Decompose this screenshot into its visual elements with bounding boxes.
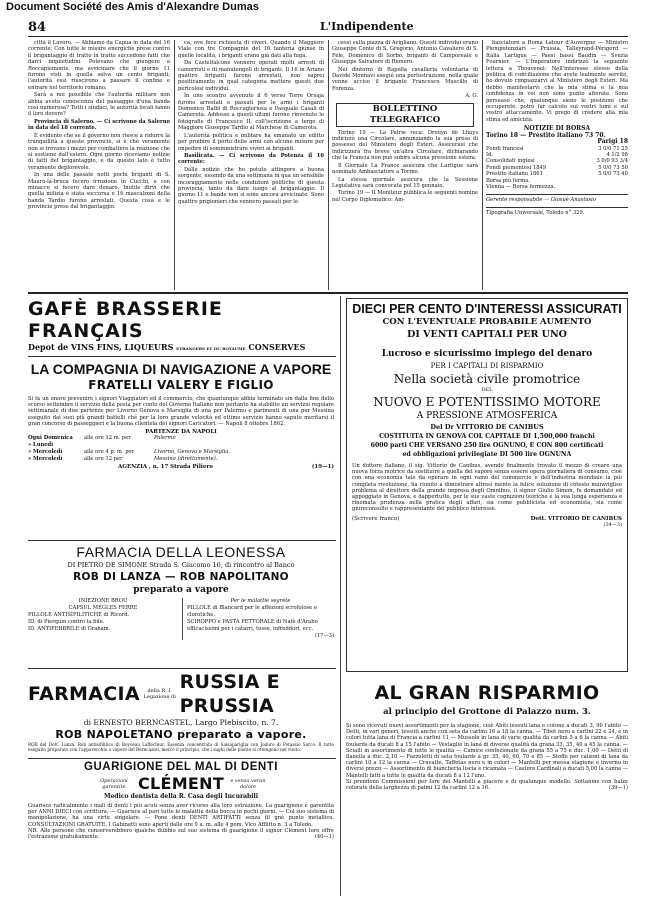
ad-title: AL GRAN RISPARMIO: [374, 682, 600, 704]
ad-code: (34—3): [603, 521, 622, 528]
ad-title: FARMACIA: [28, 683, 140, 705]
ad-title: DIECI PER CENTO D'INTERESSI ASSICURATI: [352, 302, 622, 316]
document-title: Document Société des Amis d'Alexandre Dumas: [6, 1, 259, 13]
ad-title: GAFÈ BRASSERIE FRANÇAIS: [28, 298, 223, 342]
ad-line: PER I CAPITALI DI RISPARMIO: [430, 362, 544, 370]
ad-subheadline: preparato a vapore: [133, 585, 229, 595]
ads-column-divider: [340, 296, 341, 896]
article-paragraph: città il Lavoro. — Abbiamo da Capua in data del 16 corrente: Con tutte le misure energiche prese contro il brigantaggio di tratto in tratto succedono fatti che darci inquietudini. Potevano che giungere a Roccapiemonte, ma avvicinare che il giorno 11 furono visti in quella selva un cento briganti; l'autorità essi riuscirono a passare il confine e entrare nel territorio romano.: [28, 40, 170, 91]
ad-body: Si sono ricevuti nuovi assortimenti per la stagione, cioè Abiti tessuti lana e cotone a ducati 3, 90 l'abito — Detti, in vari generi, tessuti anche con seta da carlini 16 a 18 la canna. — Tibet nero a carlini 22 e 24, e in colori tutta lana di Francia a carlini 11 — Mussole in lana di varie qualità da carlini 5 a 6 la canna — Abiti foulards da ducati 8 a 15 l'abito — Vestaglie in lana di diverse qualità da grana 33, 35, 40 a 45 la canna. — Scialli in assortimento di tutte le qualità — Camice confezionate da grana 55 a 75 e duc. 1,00 — Detti di flanella a duc. 2,10 — Fazzoletti di seta foulards a gr. 35, 40, 60, 70 e 85 — Stoffe per calzoni di lana da carlini 10 a 12 la canna — Cravatte, Taffetas nero e in colori — Mantelli per messa stagione e inverno in diversi prezzi — Assortimento di biancheria liscia e ricamata — Castore Cardinali a ducati 5,00 la canna — Mantelli fatti a tutte le qualità da ducati 8 a 12 l'uno.: [346, 723, 628, 779]
ad-farmacia-leonessa: [28, 544, 334, 666]
article-paragraph: In una delle passate notti pochi briganti di S. Mauro-la-bruca fecero irruzione in Cucchi, e con minacce si fecero dare denaro. Inutile dirvi che quella milizia è stata soccorsa e 16 mascalzoni della banda Tardio furono arrestati. Questa cosa e le provincie prese dal brigantaggio.: [28, 172, 170, 211]
article-paragraph: L'autorità politica e militare ha emanato un editto per proibire il porto delle armi con alcune misure per impedire di somministrare viveri ai briganti.: [178, 132, 324, 152]
ad-title-small: della R. I. Legazione di: [143, 688, 176, 700]
column-1: [28, 40, 170, 288]
bourse-row: Id. 4 1/2 98: [486, 151, 628, 158]
bourse-subline: Torino 18 — Prestito italiano 73 70.: [486, 131, 606, 139]
departure-row: Ogni Domenica alle ore 12 m. per Palermo: [28, 435, 176, 442]
bourse-row: Vienna — Borsa fermezza.: [486, 183, 556, 190]
ad-partenze-heading: PARTENZE DA NAPOLI: [145, 429, 217, 436]
gerente-line: Gerente responsabile — Giosuè Anastasio: [486, 194, 628, 203]
ad-headline: ROB DI LANZA — ROB NAPOLITANO: [73, 571, 289, 583]
column-divider: [482, 40, 483, 290]
ad-line: Nella società civile promotrice: [393, 372, 581, 386]
ad-subtitle: FRATELLI VALERY E FIGLIO: [88, 378, 274, 392]
ad-subtitle: CON L'EVENTUALE PROBABILE AUMENTO: [382, 317, 592, 327]
ad-navigazione: [28, 360, 334, 536]
article-paragraph: Nei dintorni di Rapolla cavalleria volontaria di Davide Monnavi eseguì una perlustrazione, nella quale venne ucciso il brigante Francesco Muscillo di Forenza.: [332, 66, 478, 92]
bourse-heading: NOTIZIE DI BORSA: [523, 125, 591, 133]
ad-title: LA COMPAGNIA DI NAVIGAZIONE A VAPORE: [30, 361, 332, 377]
column-4: [486, 40, 628, 290]
ad-subtitle: DI VENTI CAPITALI PER UNO: [407, 329, 567, 340]
ad-note: e senza verun dolore: [230, 777, 266, 790]
article-paragraph: Sarà a noi possibile che l'autorità militare non abbia avuto conoscenza del passaggio d'una banda così numerosa? Tutti i sindaci, le autorità locali fanno il loro dovere?: [28, 92, 170, 118]
departure-row: » Mercoledì alle ore 12 per Messina (direttamente).: [28, 456, 218, 463]
ad-line: A PRESSIONE ATMOSFERICA: [416, 411, 558, 421]
telegraph-heading: BOLLETTINO TELEGRAFICO: [336, 103, 474, 127]
newspaper-title: L'Indipendente: [320, 20, 414, 33]
ad-denti: [28, 760, 334, 894]
ad-risparmio: [346, 680, 628, 894]
bourse-paris-label: Parigi 18: [597, 138, 628, 146]
bourse-row: Consolidati inglesi 3 0/0 93 3/4: [486, 158, 628, 165]
column-divider: [174, 40, 175, 290]
telegraph-item: Torino 19 — Il Moniteur pubblica le seguenti nomine nel Corpo Diplomatico: Am-: [332, 190, 478, 203]
ad-divider: [28, 758, 336, 759]
ad-farmacia-russia: [28, 670, 334, 756]
article-paragraph: ca, ove fece richiesta di viveri. Quando il Maggiore Viale con tre Compagnie del 16 fanteria giunse in quelle località, i briganti erano già dati alla fuga.: [178, 40, 324, 59]
ad-product-list: INIEZIONE BROU CAPSUL MEGLES FERRE PILLOLE ANTISIFILITICHE di Ricord. ID. di Pierquin contro la bile. ID. ANTIFEBBRILE di Graham.: [28, 598, 183, 640]
article-heading: Provincia di Salerno. — Ci scrivono da Salerno in data del 18 corrente.: [28, 118, 170, 132]
section-divider: [28, 292, 628, 294]
tipografia-line: Tipografia Universale, Toledo n° 329.: [486, 207, 628, 216]
telegraph-item: Torino 19 — La Patrie reca: Drouyn de Lhuys indirizzò una Circolare, annunziando la sua presa di possesso del Ministero degli Esteri. Assicurasi che indirizzerà fra breve un'altra Circolare, dichiarando che la Francia non può subire alcuna pressione estera.: [332, 129, 478, 162]
bourse-row: Prestito italiano 1861 5 0/0 73 40: [486, 171, 628, 178]
ad-divider: [28, 356, 336, 357]
ad-title: GUARIGIONE DEL MAL DI DENTI: [84, 761, 278, 773]
ad-divider: [28, 668, 336, 669]
ad-title: RUSSIA E PRUSSIA: [179, 671, 280, 717]
article-paragraph: In uno scontro avvenuto il 6 verso Torre Orsaja furono arrestati e passati per le armi i briganti Domenico Balbi di Roccagloriosa e Pasquale Casali di Camerota. Addosso a questi ultimi furono rinvenute le fotografie di Francesco II, coll'iscrizione a tergo di Maggiore Giuseppe Tardio al Marchese di Camerota.: [178, 93, 324, 132]
ad-cafe-brasserie: [28, 298, 334, 354]
telegraph-item: La stessa giornale assicura che la Sessione Legislativa sarà convocata pel 15 gennaio.: [332, 176, 478, 189]
bourse-row: Borsa più ferma.: [486, 177, 530, 184]
ad-body: Si fa un onore prevenire i signori Viaggiatori ed il commercio, che quantunque abbia terminato sin dalla fine dello scorso settembre il servizio della posta per conto del Governo Italiano non pertanto ha stabilito un servizio regolare settimanale di due partenze per Livorno Genova e Marsiglia di una per Palermo e parimenti di una per Messina eseguito dai suoi più grandi battelli ché per la loro grande velocità ed ottimo servizio hanno saputo meritarsi il gran concorso di passeggieri e la buona clientela dei signori Caricatori. — Napoli 8 ottobre 1862.: [28, 396, 334, 427]
bourse-row: Fondi francesi 3 0/0 71 25: [486, 145, 628, 152]
ad-note: Operazioni garentite: [100, 777, 128, 790]
bourse-row: Fondi piemontesi 1849 5 0/0 73 50: [486, 164, 628, 171]
article-paragraph: Da Castelfalcone vennero operati molti arresti di camorristi e di manutengoli di briganti. Il 16 in Ariano quattro briganti furono arrestati, non saprei positivamente in qual categoria mettere questi due pericolosi individui.: [178, 60, 324, 92]
ad-interessi: [346, 298, 628, 672]
ad-subtitle: Medico dentista della R. Casa degli Incurabili: [103, 793, 259, 800]
dentist-name: CLÉMENT: [137, 774, 225, 793]
departure-row: » Lunedì: [28, 442, 54, 449]
ad-line: ed obbligazioni privilegiate DI 500 lire OGNUNA: [402, 451, 572, 458]
page-number: 84: [28, 20, 47, 35]
ad-line: 6000 parti CHE VERSANO 250 lire OGNUNO, E CON 800 certificati: [370, 442, 604, 449]
column-divider: [328, 40, 329, 290]
ad-body: Un dottore italiano, il sig. Vittorio de Canibus, avendo finalmente trovato il mezzo di creare una nuova forza motrice da sostituire a quella del vapore senza essere opera giornaliera di consumo, cioè con una economia tale da operare in ogni ramo del commercio e dell'industria mondiale la più completa rivoluzione, ha riunito a dimostrare altresì mente la felice soluzione di cotesto maravigliso problema al direttore della grande impresa degli Omnibus, il signor Giulio Simon, fu domandato ed appoggiato in Genova, e dappertutto, per le sue vaste cognizioni teoriche e la sua lunga esperienza e rinomata prudenza nella pratica degli affari, sia come pubblicista ed economista, sia come giureconsulto e rappresentante del pubblico interesse.: [352, 463, 622, 513]
ad-subtitle: al principio del Grottone di Palazzo num. 3.: [383, 707, 591, 717]
ad-body: ROB del Dott. Lanza, Rob antisifilitico di Boyveau Laffecteur, Essenza concentrata di Salsapariglia con Joduro di Potassio Sarco. Il tutto eseguito preparato con l'apparecchio a vapore del Berncastel, merce il principio, che i sughi delle piante si ottengono nel vuoto.: [28, 742, 334, 753]
column-3: [332, 40, 478, 288]
ad-line: NUOVO E POTENTISSIMO MOTORE: [373, 395, 601, 409]
ad-line: DEL: [481, 387, 493, 393]
column-2: [178, 40, 324, 288]
ad-line: Depot de VINS FINS, LIQUEURS ETRANGERS ET DU ROYAUME CONSERVES: [28, 342, 306, 352]
article-paragraph: basciatore a Roma Latour d'Auvergne — Ministro Plenipotenziari — Prussia, Talleyrand-Périgord — Italia Lartigue — Paesi bassi Baudin — Svezia Fournier. — L'Imperatore indirizzò la seguente lettera a Thouvenel: Nell'interesse stesso della politica di conciliazione che avete lealmente servito, ho dovuto rimpiazzarvi al Ministero degli Esteri. Ma debbo manifestarvi che la mia stima e la mia confidenza in voi non sono punto alterate. Sono persuaso che, qualunque sieno le posizioni che occuperete, potrò far calcolo sui vostri lumi e sul vostro attaccamento. Vi prego di credere alla mia stima ed amicizia.: [486, 40, 628, 123]
ad-line: Del Dr VITTORIO DE CANIBUS: [430, 423, 544, 431]
ad-line: Lucroso e sicurissimo impiego del denaro: [381, 349, 593, 359]
ad-divider: [28, 540, 336, 541]
ad-line: COSTITUITA IN GENOVA COL CAPITALE DI 1,500,000 franchi: [379, 433, 595, 440]
article-signature: A. G.: [465, 93, 478, 100]
ad-agency: AGENZIA , n. 17 Strada Piliero (19—1): [118, 464, 334, 471]
document-header: [0, 0, 648, 16]
departure-row: » Mercoledì alle ore 4 p. m. per Livorno, Genova e Marsiglia.: [28, 449, 231, 456]
newspaper-header: [28, 20, 628, 37]
ad-note: NB. Alle persone che conserverebbero qualche dubbio sul suo sistema di guarigione il signor Clément loro offre l'estrazione gratuitamente. (40—1): [28, 827, 334, 841]
ad-body: Guarisce radicalmente i mali di denti i più acuti senza aver ricorso alla loro estrazione. La guarigione è garentita per ANNI DIECI con scrittura. — Guarisce al pari tutte le malattie della bocca in pochi giorni. — Col suo sistema di manipolazione, ha una virtù singolare. — Pone denti DENTI ARTIFATTI senza fil gnè punto metallico. CONSULTAZIONI GRATUITE. I Gabinetti sono aperti dalle ore 9 a. m. alle 4 pom. Vico Afflitto n. 3 a Toledo.: [28, 803, 334, 828]
ad-product-list: Per le malattie segrete PILLOLE di Blancard per le affezioni scrofolose e clorotiche. SCIROPPO e PASTA PETTORALE di Nafè d'Arabo efficacissimi per i catarri, tosse, infreddori, ecc. (17—3): [187, 598, 334, 639]
departure-table: [28, 435, 334, 463]
article-heading: Basilicata. — Ci scrivono da Potenza il 16 corrente:: [178, 152, 324, 166]
ad-signature: (Scrivere franco) Dott. VITTORIO DE CANIBUS: [352, 515, 622, 522]
article-paragraph: Dalle notizie che ho potuto attingere a buona sorgente, essendo da una settimana in qua un sensibile incoraggiamento nelle condizioni politiche di questa provincia, tanto da dare luogo al brigantaggio. Il giorno 11 e bande non si sono ancora avvicinate. Sono quattro prigionieri che vennero passati per le: [178, 166, 324, 205]
ad-body: Si prendono Commissioni per fare dei Mantelli a piacere e di qualunque modello. Sottanine con balze colorate della larghezza di palmi 12 da carlini 12 a 16. (39—1): [346, 778, 628, 792]
ad-address: DI PIETRO DE SIMONE Strada S. Giacomo 16, di rincontro al Banco: [67, 561, 295, 569]
ad-address: di ERNESTO BERNCASTEL, Largo Plebiscito, n. 7.: [83, 718, 279, 727]
article-paragraph: cessi sulla piazza di Avigliano. Questi individui erano Giuseppe Conte di S. Gregorio, Antonio Cavaliere di S. Fele, Domenico di Sorbo, briganti di Camporeale e Giuseppe Salvatore di Rionero.: [332, 40, 478, 66]
ad-headline: ROB NAPOLETANO preparato a vapore.: [55, 728, 307, 741]
telegraph-item: Il Giornale La France assicura che Lartigue sarà nominato Ambasciatore a Torino.: [332, 162, 478, 176]
ad-title: FARMACIA DELLA LEONESSA: [76, 544, 286, 560]
article-paragraph: È evidente che se il governo non riesce a ridurre la tranquillità a queste provincie, si è che veramente non si trovano i mezzi per combattere la reazione che si sostiene dall'estero. Ogni giorno riceviamo notizie di fatti del brigantaggio, e da questo lato è tutto veramente deplorevole.: [28, 132, 170, 171]
